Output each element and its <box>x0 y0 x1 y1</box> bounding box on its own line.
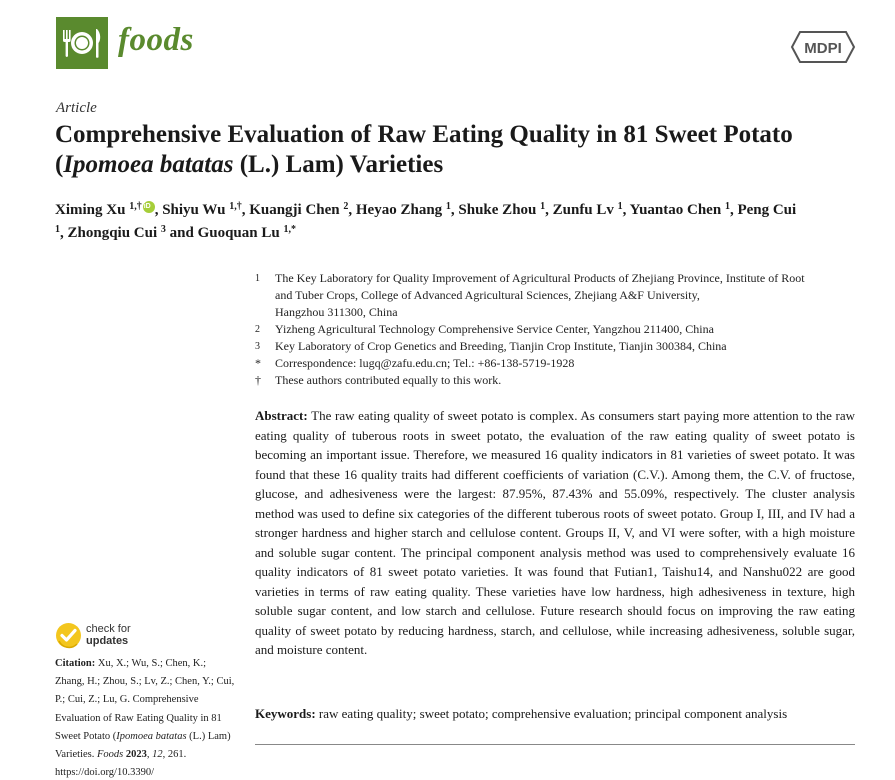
affiliation-line: and Tuber Crops, College of Advanced Agricultural Sciences, Zhejiang A&F University, <box>275 288 700 302</box>
publisher-name: MDPI <box>804 40 842 57</box>
keywords <box>255 704 855 723</box>
author-name: Guoquan Lu <box>197 225 280 241</box>
affiliation-mark: † <box>255 373 261 387</box>
affiliation-mark: * <box>255 356 261 370</box>
affiliation-line: Yizheng Agricultural Technology Comprehensive Service Center, Yangzhou 211400, China <box>275 322 714 336</box>
affiliation-line: These authors contributed equally to this work. <box>275 373 502 387</box>
plate-cutlery-icon <box>56 17 108 69</box>
check-for-updates-badge[interactable] <box>55 620 155 650</box>
updates-line-2: updates <box>86 635 129 647</box>
author-name: Peng Cui <box>737 202 797 218</box>
title-latin-name: Ipomoea batatas <box>63 151 234 178</box>
affiliation-item <box>255 355 855 372</box>
citation-year: 2023 <box>125 749 147 761</box>
author-name: Kuangji Chen <box>249 202 340 218</box>
author-name: Shiyu Wu <box>162 202 226 218</box>
author-affiliation-mark: 1,* <box>283 224 296 235</box>
author-separator: , <box>154 202 163 218</box>
orcid-icon[interactable] <box>143 201 155 213</box>
author-affiliation-mark: 1 <box>55 224 60 235</box>
updates-line-1: check for <box>86 623 131 635</box>
affiliation-mark: 2 <box>255 324 260 335</box>
citation-latin-name: Ipomoea batatas <box>116 730 187 742</box>
author-affiliation-mark: 1 <box>540 201 546 212</box>
affiliation-list <box>255 270 855 389</box>
citation-volume: 12 <box>152 749 163 761</box>
abstract <box>255 406 855 660</box>
author-name: Zunfu Lv <box>552 202 614 218</box>
affiliation-line: Hangzhou 311300, China <box>275 305 398 319</box>
author-affiliation-mark: 2 <box>343 201 349 212</box>
author-affiliation-mark: 1 <box>724 201 730 212</box>
citation-journal: Foods <box>97 749 124 761</box>
author-affiliation-mark: 1 <box>445 201 451 212</box>
author-name: Ximing Xu <box>55 202 126 218</box>
title-part-1: Comprehensive Evaluation of Raw Eating Quality in 81 Sweet Potato ( <box>55 121 793 178</box>
keywords-text: raw eating quality; sweet potato; comprehensive evaluation; principal component analysis <box>318 706 788 721</box>
author-separator: , <box>622 202 630 218</box>
author-affiliation-mark: 1,† <box>229 201 242 212</box>
affiliation-item <box>255 321 855 338</box>
author-separator: and <box>165 225 198 241</box>
citation-pages: , 261. <box>162 749 187 761</box>
author-name: Heyao Zhang <box>355 202 443 218</box>
affiliation-item <box>255 270 855 321</box>
citation-doi-link[interactable]: https://doi.org/10.3390/ <box>55 767 154 779</box>
author-name: Shuke Zhou <box>458 202 537 218</box>
check-updates-icon <box>55 622 82 649</box>
journal-name: foods <box>118 22 194 58</box>
abstract-label: Abstract: <box>255 408 308 423</box>
author-separator: , <box>60 225 68 241</box>
journal-logo <box>56 17 108 69</box>
affiliation-line: Correspondence: lugq@zafu.edu.cn; Tel.: +86-138-5719-1928 <box>275 356 575 370</box>
author-affiliation-mark: 1,† <box>129 201 142 212</box>
citation: Citation: Xu, X.; Wu, S.; Chen, K.; Zhang, H.; Zhou, S.; Lv, Z.; Chen, Y.; Cui, P.; Cui, Z.; Lu, G. Comprehensive Evaluation of Raw Eating Quality in 81 Sweet Potato (Ipomoea batatas (L.) Lam) Varieties. Foods 2023, 12, 261. https://doi.org/10.3390/ <box>55 658 235 779</box>
citation-label: Citation: <box>55 658 96 669</box>
divider <box>255 744 855 745</box>
article-title <box>55 120 855 180</box>
affiliation-mark: 1 <box>255 273 260 284</box>
keywords-label: Keywords: <box>255 706 316 721</box>
author-separator: , <box>348 202 356 218</box>
article-type: Article <box>56 100 97 116</box>
author-separator: , <box>729 202 738 218</box>
citation-text-2: (L.) Lam) Varieties. <box>55 730 231 761</box>
author-separator: , <box>545 202 553 218</box>
title-part-2: (L.) Lam) Varieties <box>233 151 444 178</box>
affiliation-line: The Key Laboratory for Quality Improvement of Agricultural Products of Zhejiang Province, Institute of Root <box>275 271 805 285</box>
affiliation-item <box>255 338 855 355</box>
author-name: Zhongqiu Cui <box>67 225 158 241</box>
author-name: Yuantao Chen <box>629 202 722 218</box>
author-separator: , <box>450 202 459 218</box>
author-affiliation-mark: 3 <box>160 224 166 235</box>
publisher-logo <box>790 30 856 64</box>
citation-text-1: Xu, X.; Wu, S.; Chen, K.; Zhang, H.; Zhou, S.; Lv, Z.; Chen, Y.; Cui, P.; Cui, Z.; Lu, G. Comprehensive Evaluation of Raw Eating Quality in 81 Sweet Potato ( <box>55 658 235 742</box>
author-list <box>55 199 855 245</box>
affiliation-mark: 3 <box>255 341 260 352</box>
affiliation-line: Key Laboratory of Crop Genetics and Breeding, Tianjin Crop Institute, Tianjin 300384, China <box>275 339 727 353</box>
affiliation-item <box>255 372 855 389</box>
author-affiliation-mark: 1 <box>617 201 623 212</box>
abstract-text: The raw eating quality of sweet potato is complex. As consumers start paying more attention to the raw eating quality of tuberous roots in sweet potato, the evaluation of the raw eating quality of sweet potato is becoming an important issue. Therefore, we measured 16 quality indicators in 81 varieties of sweet potato. It was found that these 16 quality traits had different coefficients of variation (C.V.). Among them, the C.V. of fructose, glucose, and adhesiveness were the largest: 87.95%, 87.43% and 55.09%, respectively. The cluster analysis method was used to define six categories of the different tuberous roots of sweet potato. Group I, III, and IV had a stronger hardness and higher starch and cellulose content. Groups II, V, and VI were softer, with a high moisture and soluble sugar content. The principal component analysis method was used to comprehensively evaluate 16 quality indicators of 81 sweet potato varieties. It was found that Futian1, Taishu14, and Nanshu022 are good varieties in terms of raw eating quality. These varieties have low hardness, high adhesiveness in texture, high soluble sugar content, and low starch and cellulose. Future research should focus on improving the raw eating quality of sweet potato by reducing hardness, starch, and cellulose, while increasing adhesiveness, soluble sugar, and moisture content. <box>255 408 856 657</box>
author-separator: , <box>241 202 250 218</box>
